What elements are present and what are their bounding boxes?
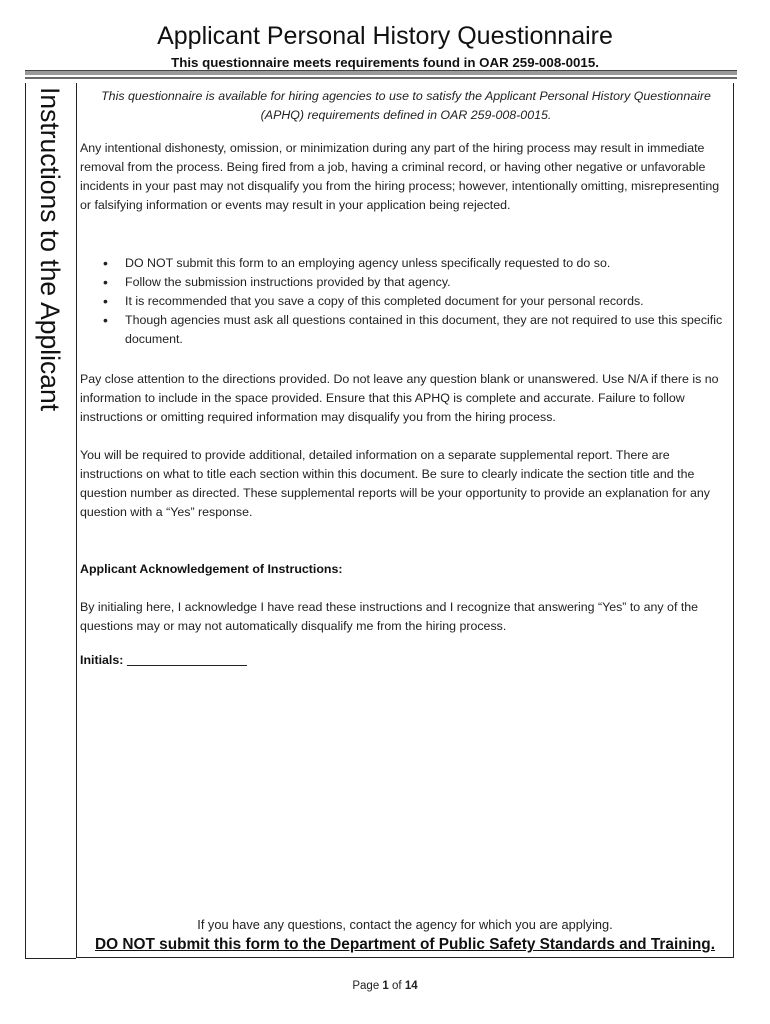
header-divider-thick [25,70,737,75]
intro-text: This questionnaire is available for hiring agencies to use to satisfy the Applicant Personal History Questionnaire (APHQ) requirements defined in OAR 259-008-0015. [101,89,711,122]
bullet-item: • Follow the submission instructions provided by that agency. [80,273,728,292]
bullet-item: • It is recommended that you save a copy of this completed document for your personal records. [80,292,728,311]
contact-note: If you have any questions, contact the agency for which you are applying. [197,917,613,932]
initials-row [80,651,247,670]
page-footer [0,978,770,994]
instruction-bullet-list [80,254,728,349]
acknowledgement-heading: Applicant Acknowledgement of Instructions: [80,562,343,576]
initials-label: Initials: [80,653,124,667]
header-divider-thin [25,77,737,79]
total-page-count: 14 [404,980,418,992]
page-word: Page [352,980,380,992]
of-word: of [392,980,402,992]
current-page-number: 1 [382,980,389,992]
document-subtitle: This questionnaire meets requirements found in OAR 259-008-0015. [171,55,599,70]
initials-field[interactable] [127,665,247,666]
side-tab-label: Instructions to the Applicant [35,87,65,412]
dpsst-warning: DO NOT submit this form to the Department of Public Safety Standards and Training. [95,936,715,953]
bullet-item: • DO NOT submit this form to an employing agency unless specifically requested to do so. [80,254,728,273]
supplemental-report-paragraph: You will be required to provide additional, detailed information on a separate supplemental report. There are instructions on what to title each section within this document. Be sure to clearly indicate the section title and the question number as directed. These supplemental reports will be your opportunity to provide an explanation for any question with a “Yes” response. [80,448,710,519]
document-title: Applicant Personal History Questionnaire [157,22,613,50]
dishonesty-paragraph: Any intentional dishonesty, omission, or minimization during any part of the hiring process may result in immediate removal from the process. Being fired from a job, having a criminal record, or having other negative or unfavorable incidents in your past may not disqualify you from the hiring process; however, intentionally omitting, misrepresenting or falsifying information or events may result in your application being rejected. [80,141,720,212]
acknowledgement-text: By initialing here, I acknowledge I have read these instructions and I recognize that answering “Yes” to any of the questions may or may not automatically disqualify me from the hiring process. [80,600,699,633]
bullet-item: • Though agencies must ask all questions contained in this document, they are not required to use this specific document. [80,311,728,349]
directions-paragraph: Pay close attention to the directions provided. Do not leave any question blank or unanswered. Use N/A if there is no information to include in the space provided. Ensure that this APHQ is complete and accurate. Failure to follow instructions or omitting required information may disqualify you from the hiring process. [80,372,719,424]
